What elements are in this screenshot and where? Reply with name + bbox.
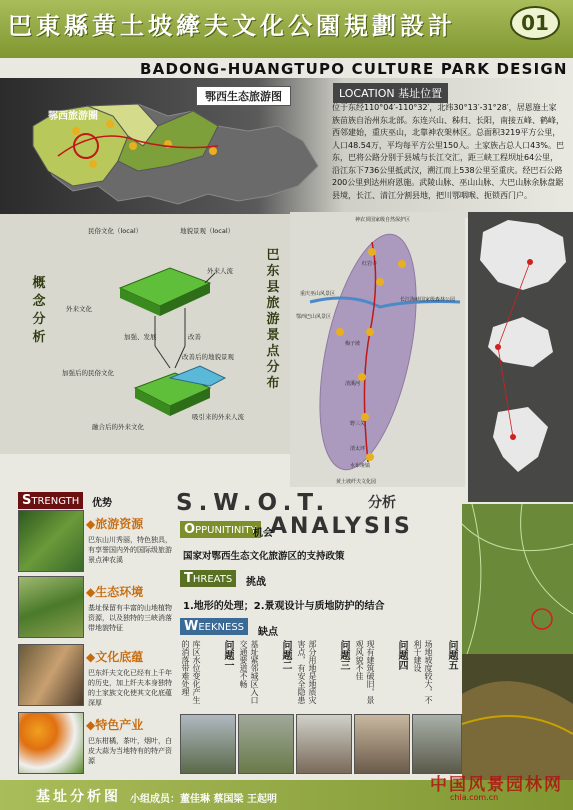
threats-text: 1.地形的处理；2.景观设计与质地防护的结合 [183, 601, 385, 612]
problem-4 [354, 640, 410, 712]
route-label-9: 鄂西巴山风景区 [296, 314, 332, 320]
strength-desc-1: 巴东山川秀丽，特色独具，有享誉国内外的国际级旅游景点神农溪 [88, 536, 172, 564]
strength-label [18, 492, 83, 509]
location-badge-en: LOCATION [339, 87, 395, 100]
opportunity-text: 国家对鄂西生态文化旅游区的支持政策 [183, 551, 345, 562]
route-label-4: 梅子坡 [345, 341, 361, 347]
problem-3-text: 部分用地是地质灾害点，有安全隐患 [297, 640, 317, 704]
route-label-0: 神农顶国家级自然保护区 [355, 217, 411, 223]
concept-label-folk: 民俗文化（local） [88, 227, 143, 235]
problems-row [180, 640, 460, 712]
problem-3 [296, 640, 352, 712]
opportunity-cn: 机会 [253, 528, 273, 539]
strength-rest: TRENGTH [31, 496, 80, 507]
strength-cn: 优势 [92, 498, 112, 509]
problem-5-text: 场地坡度较大，不利于建设 [413, 640, 433, 704]
location-badge-cn: 基址位置 [398, 87, 443, 100]
page-subtitle-en: BADONG-HUANGTUPO CULTURE PARK DESIGN [140, 60, 568, 78]
problem-1 [180, 640, 236, 712]
concept-label-landscape: 地貌景观（local） [180, 227, 235, 235]
problem-photo-5 [412, 714, 462, 774]
watermark-url: chla.com.cn [450, 793, 499, 802]
strength-initial: S [22, 493, 32, 508]
strength-photo-2 [18, 576, 84, 638]
strength-desc-3: 巴东纤夫文化已经有上千年的历史，加上纤夫本身独特的土家族文化使其文化底蕴深厚 [88, 669, 172, 707]
problem-4-text: 现有建筑破旧，景观风貌不佳 [355, 640, 375, 704]
problem-photo-3 [296, 714, 352, 774]
china-location-maps [468, 212, 573, 502]
location-description: 位于东经110°04′-110°32′，北纬30°13′-31°28′，居恩施土家族苗族自治州东北部。东连兴山、秭归、长阳，南接五峰、鹤峰，西邻建始，重庆巫山，北靠神农架林区。总面积3219平方公里，人口48.54万，平均每平方公里150人。土家族占总人口43%。巴东，巴将公路分别于县城与长江交汇，距三峡工程坝址64公里，沿江东下736公里抵武汉，溯江而上538公里至重庆。经巴石公路200公里到达州府恩施。武陵山脉、巫山山脉、大巴山脉余脉盘踞县境，长江、清江分割县地，把川鄂咽喉、扼锁西门户。 [332, 103, 564, 200]
threats-initial: T [184, 571, 193, 586]
strength-title-3-text: 文化底蕴 [95, 650, 144, 664]
threats-rest: HREATS [192, 574, 233, 585]
threats-cn: 挑战 [246, 577, 266, 588]
swot-analysis-cn: 分析 [368, 495, 396, 511]
strength-title-4-text: 特色产业 [95, 718, 144, 732]
badong-scenic-map [290, 212, 465, 487]
footer-members: 小组成员：董佳琳 蔡国梁 王起明 [130, 794, 277, 805]
map-inner-label: 鄂西旅游圈 [48, 111, 98, 122]
weakness-cn: 缺点 [258, 627, 278, 638]
problem-photo-1 [180, 714, 236, 774]
problem-2-text: 基址紧邻城区入口交通要道不畅 [239, 640, 259, 704]
problem-5-title: 问题五 [446, 640, 457, 670]
problem-3-title: 问题三 [338, 640, 349, 670]
route-label-10: 黄土坡纤夫文化园 [336, 479, 377, 485]
page-number-badge: 01 [510, 6, 560, 40]
swot-analysis-en: ANALYSIS [270, 514, 413, 539]
footer-title: 基址分析图 [36, 789, 121, 805]
strength-title-1-text: 旅游资源 [95, 517, 144, 531]
strength-title-4: ◆特色产业 [86, 718, 144, 732]
site-location-maps [462, 504, 573, 780]
strength-photo-4 [18, 712, 84, 774]
weakness-rest: EEKNESS [198, 622, 245, 633]
problem-1-title: 问题一 [222, 640, 233, 670]
route-label-5: 清溪河 [345, 381, 361, 387]
map-label: 鄂西生态旅游图 [196, 86, 291, 106]
weakness-initial: W [184, 619, 199, 634]
route-label-3: 红岩寺 [362, 261, 378, 267]
route-label-6: 野三关 [350, 421, 366, 427]
concept-label-outer-in: 外来人流 [207, 267, 233, 275]
strength-title-3: ◆文化底蕴 [86, 650, 144, 664]
strength-desc-4: 巴东柑橘，茶叶，烟叶，白皮大蒜为当地特有的特产资源 [88, 737, 172, 765]
concept-label-improve: 改善 [188, 333, 201, 341]
problem-2-title: 问题二 [280, 640, 291, 670]
opportunity-rest: PPUNITINITY [195, 525, 257, 536]
strength-title-2: ◆生态环境 [86, 585, 144, 599]
opportunity-initial: O [184, 522, 196, 537]
problem-2 [238, 640, 294, 712]
watermark-logo: 中国风景园林网 [430, 775, 563, 795]
strength-photo-1 [18, 510, 84, 572]
concept-label-process: 加强、发展 [124, 333, 157, 341]
concept-label-blended: 融合后的外来文化 [92, 423, 144, 431]
weakness-label [180, 618, 248, 635]
strength-desc-2: 基址保留有丰富的山地植物资源，以及独特的三峡消落带地貌特征 [88, 604, 172, 632]
concept-title: 概念分析 [32, 276, 46, 345]
route-title: 巴东县旅游景点分布 [266, 248, 280, 391]
route-label-8: 水布垭镇 [350, 463, 371, 469]
concept-label-strengthened: 加强后的民俗文化 [62, 369, 114, 377]
problem-photo-2 [238, 714, 294, 774]
problem-5 [412, 640, 460, 712]
strength-title-2-text: 生态环境 [95, 585, 144, 599]
threats-label [180, 570, 236, 587]
page-title: 巴東縣黄土坡縴夫文化公園規劃設計 [8, 12, 456, 40]
route-label-2: 长江海峡国家级森林公园 [400, 297, 456, 303]
concept-label-attracted: 吸引来的外来人流 [192, 413, 244, 421]
location-badge [333, 83, 448, 103]
concept-diagram [60, 228, 260, 438]
strength-photo-3 [18, 644, 84, 706]
swot-title: S.W.O.T. [176, 490, 331, 516]
opportunity-label [180, 521, 261, 538]
concept-label-outer-culture: 外来文化 [66, 305, 92, 313]
route-label-7: 清太坪 [350, 446, 366, 452]
problem-photo-4 [354, 714, 410, 774]
strength-title-1: ◆旅游资源 [86, 517, 144, 531]
problem-4-title: 问题四 [396, 640, 407, 670]
problem-1-text: 库区水位变化产生的消落带难处理 [181, 640, 201, 704]
route-label-1: 重庆巫山风景区 [300, 291, 336, 297]
concept-label-improved: 改善后的地貌景观 [182, 353, 234, 361]
